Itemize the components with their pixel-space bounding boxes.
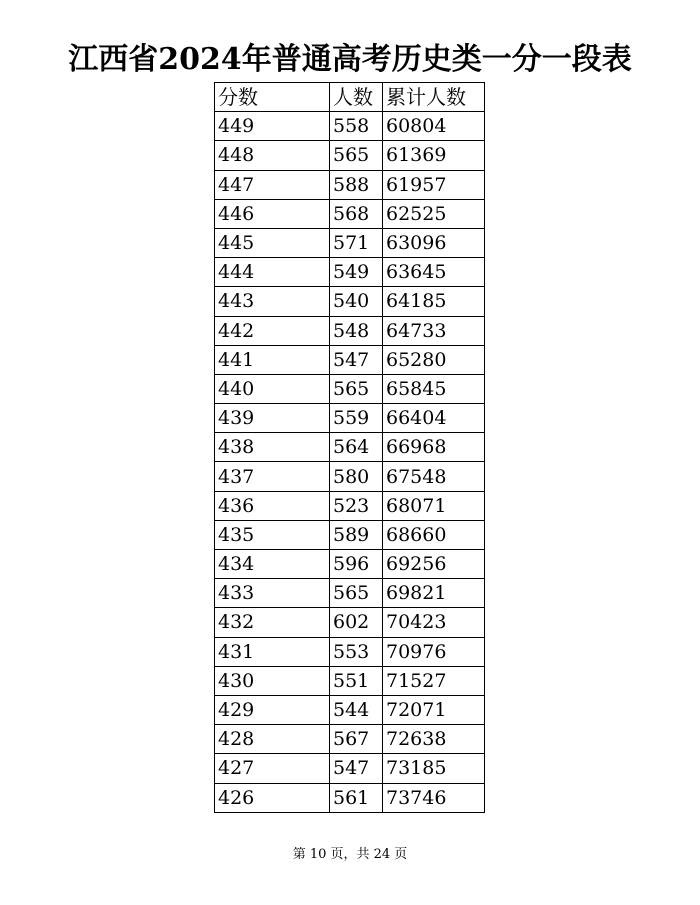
table-row	[215, 141, 485, 170]
cell-score: 446	[215, 199, 330, 228]
table-row	[215, 316, 485, 345]
cell-cumulative: 73746	[383, 783, 485, 812]
cell-score: 449	[215, 112, 330, 141]
cell-cumulative: 67548	[383, 462, 485, 491]
cell-score: 435	[215, 520, 330, 549]
cell-count: 580	[330, 462, 383, 491]
table-row	[215, 695, 485, 724]
cell-cumulative: 66968	[383, 433, 485, 462]
cell-count: 523	[330, 491, 383, 520]
cell-count: 559	[330, 404, 383, 433]
cell-cumulative: 63096	[383, 228, 485, 257]
cell-cumulative: 68660	[383, 520, 485, 549]
table-row	[215, 228, 485, 257]
cell-cumulative: 68071	[383, 491, 485, 520]
cell-score: 428	[215, 725, 330, 754]
table-row	[215, 608, 485, 637]
cell-cumulative: 69821	[383, 579, 485, 608]
table-row	[215, 520, 485, 549]
cell-score: 440	[215, 374, 330, 403]
cell-count: 564	[330, 433, 383, 462]
cell-cumulative: 70423	[383, 608, 485, 637]
table-row	[215, 112, 485, 141]
cell-score: 434	[215, 550, 330, 579]
cell-cumulative: 66404	[383, 404, 485, 433]
cell-score: 426	[215, 783, 330, 812]
table-row	[215, 579, 485, 608]
cell-score: 445	[215, 228, 330, 257]
table-row	[215, 287, 485, 316]
table-body	[215, 112, 485, 813]
cell-score: 448	[215, 141, 330, 170]
cell-count: 568	[330, 199, 383, 228]
cell-cumulative: 71527	[383, 666, 485, 695]
table-row	[215, 637, 485, 666]
cell-count: 561	[330, 783, 383, 812]
cell-score: 438	[215, 433, 330, 462]
table-row	[215, 170, 485, 199]
score-distribution-table	[214, 82, 485, 813]
cell-cumulative: 64185	[383, 287, 485, 316]
table-row	[215, 666, 485, 695]
cell-count: 549	[330, 258, 383, 287]
cell-count: 547	[330, 345, 383, 374]
cell-score: 431	[215, 637, 330, 666]
cell-count: 558	[330, 112, 383, 141]
cell-score: 432	[215, 608, 330, 637]
page-title: 江西省2024年普通高考历史类一分一段表	[68, 42, 632, 77]
cell-cumulative: 73185	[383, 754, 485, 783]
table-row	[215, 374, 485, 403]
cell-score: 442	[215, 316, 330, 345]
cell-cumulative: 65845	[383, 374, 485, 403]
cell-count: 571	[330, 228, 383, 257]
cell-score: 447	[215, 170, 330, 199]
header-count: 人数	[330, 83, 383, 112]
cell-count: 602	[330, 608, 383, 637]
cell-count: 589	[330, 520, 383, 549]
cell-score: 433	[215, 579, 330, 608]
cell-score: 430	[215, 666, 330, 695]
cell-cumulative: 69256	[383, 550, 485, 579]
cell-count: 565	[330, 374, 383, 403]
cell-count: 596	[330, 550, 383, 579]
cell-count: 553	[330, 637, 383, 666]
cell-cumulative: 60804	[383, 112, 485, 141]
table-row	[215, 258, 485, 287]
table-row	[215, 404, 485, 433]
cell-cumulative: 65280	[383, 345, 485, 374]
table-row	[215, 345, 485, 374]
cell-count: 540	[330, 287, 383, 316]
table-row	[215, 462, 485, 491]
cell-count: 547	[330, 754, 383, 783]
cell-cumulative: 61957	[383, 170, 485, 199]
cell-score: 444	[215, 258, 330, 287]
cell-cumulative: 72071	[383, 695, 485, 724]
cell-score: 427	[215, 754, 330, 783]
page-footer: 第 10 页，共 24 页	[292, 847, 408, 862]
cell-score: 429	[215, 695, 330, 724]
cell-count: 544	[330, 695, 383, 724]
header-score: 分数	[215, 83, 330, 112]
cell-score: 439	[215, 404, 330, 433]
cell-count: 588	[330, 170, 383, 199]
table-row	[215, 725, 485, 754]
cell-count: 548	[330, 316, 383, 345]
table-row	[215, 783, 485, 812]
table-row	[215, 491, 485, 520]
table-header-row	[215, 83, 485, 112]
cell-score: 436	[215, 491, 330, 520]
cell-count: 565	[330, 579, 383, 608]
cell-cumulative: 64733	[383, 316, 485, 345]
cell-cumulative: 72638	[383, 725, 485, 754]
cell-cumulative: 62525	[383, 199, 485, 228]
table-row	[215, 754, 485, 783]
cell-cumulative: 70976	[383, 637, 485, 666]
cell-count: 565	[330, 141, 383, 170]
table-row	[215, 199, 485, 228]
cell-score: 441	[215, 345, 330, 374]
table-row	[215, 433, 485, 462]
cell-score: 437	[215, 462, 330, 491]
header-cumulative: 累计人数	[383, 83, 485, 112]
cell-count: 551	[330, 666, 383, 695]
cell-count: 567	[330, 725, 383, 754]
cell-cumulative: 61369	[383, 141, 485, 170]
table-row	[215, 550, 485, 579]
cell-cumulative: 63645	[383, 258, 485, 287]
cell-score: 443	[215, 287, 330, 316]
